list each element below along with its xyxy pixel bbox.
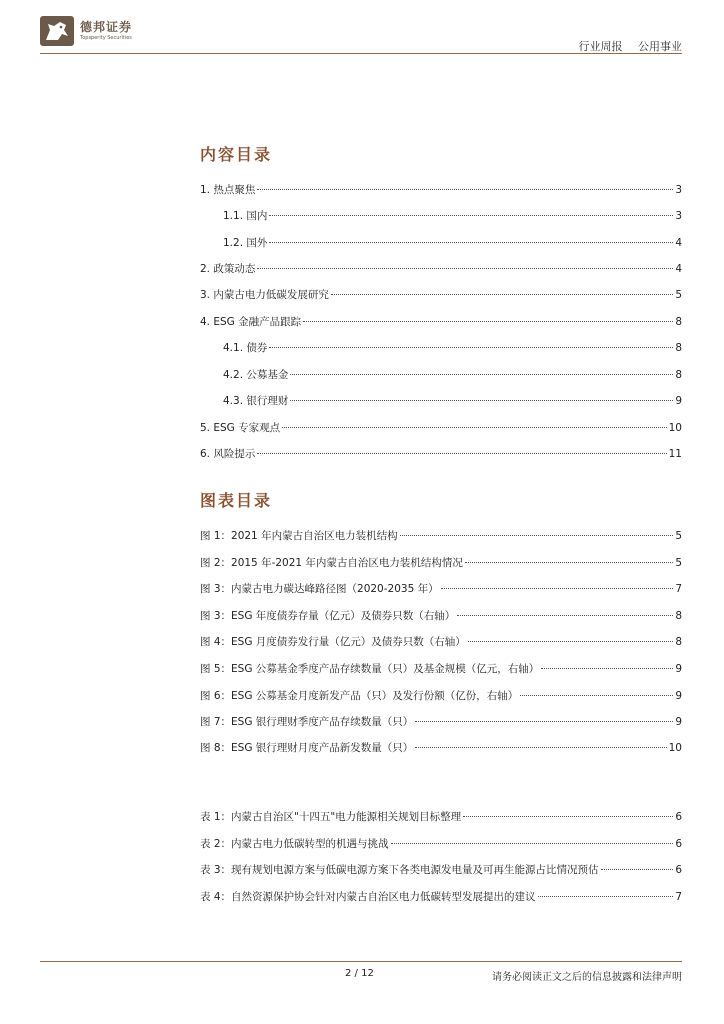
dot-leader — [415, 721, 673, 722]
brand-name-en: Topsperity Securities — [80, 35, 132, 41]
toc-entry-label: 2. 政策动态 — [200, 263, 256, 275]
table-entry-label: 表 3：现有规划电源方案与低碳电源方案下各类电源发电量及可再生能源占比情况预估 — [200, 864, 599, 876]
toc-entry-label: 1.2. 国外 — [223, 237, 268, 249]
toc-entry-page: 9 — [675, 395, 682, 407]
footer-disclaimer: 请务必阅读正文之后的信息披露和法律声明 — [492, 972, 682, 983]
footer-divider — [40, 961, 682, 962]
report-sector: 公用事业 — [638, 40, 682, 53]
toc-entry-page: 3 — [675, 184, 682, 196]
dot-leader — [290, 374, 673, 375]
table-entry-page: 6 — [675, 838, 682, 850]
figure-entry-page: 9 — [675, 716, 682, 728]
dot-leader — [601, 869, 674, 870]
brand-name-cn: 德邦证券 — [80, 20, 133, 34]
figure-entry-label: 图 4：ESG 月度债券发行量（亿元）及债券只数（右轴） — [200, 636, 466, 648]
figure-entry-page: 8 — [675, 610, 682, 622]
toc-entry-page: 8 — [675, 316, 682, 328]
toc-entry[interactable] — [200, 446, 682, 461]
toc-entry-page: 5 — [675, 289, 682, 301]
dot-leader — [541, 668, 673, 669]
toc-entry[interactable] — [223, 340, 682, 355]
figure-entry-page: 10 — [668, 742, 682, 754]
figure-entry-label: 图 6：ESG 公募基金月度新发产品（只）及发行份额（亿份，右轴） — [200, 690, 519, 702]
contents-title: 内容目录 — [200, 145, 273, 164]
table-entry[interactable] — [200, 862, 682, 877]
page-header — [40, 14, 682, 58]
toc-entry-label: 4. ESG 金融产品跟踪 — [200, 316, 302, 328]
dot-leader — [441, 588, 674, 589]
figure-entry-page: 7 — [675, 583, 682, 595]
report-tags — [579, 38, 683, 54]
report-category: 行业周报 — [578, 40, 623, 53]
figure-entry[interactable] — [200, 581, 682, 596]
figure-entry[interactable] — [200, 714, 682, 729]
toc-entry[interactable] — [223, 208, 682, 223]
table-entry[interactable] — [200, 836, 682, 851]
dot-leader — [257, 189, 673, 190]
figure-entry-page: 9 — [675, 690, 682, 702]
dot-leader — [391, 843, 674, 844]
dot-leader — [465, 562, 673, 563]
dot-leader — [331, 294, 673, 295]
dot-leader — [520, 695, 673, 696]
figure-entry-page: 9 — [675, 663, 682, 675]
table-entry-label: 表 2：内蒙古电力低碳转型的机遇与挑战 — [200, 838, 389, 850]
figure-entry-label: 图 8：ESG 银行理财月度产品新发数量（只） — [200, 742, 414, 754]
toc-entry-label: 3. 内蒙古电力低碳发展研究 — [200, 289, 329, 301]
figure-entry[interactable] — [200, 661, 682, 676]
figure-entry-label: 图 7：ESG 银行理财季度产品存续数量（只） — [200, 716, 414, 728]
table-entry-label: 表 4：自然资源保护协会针对内蒙古自治区电力低碳转型发展提出的建议 — [200, 891, 536, 903]
figure-entry[interactable] — [200, 608, 682, 623]
dot-leader — [415, 747, 666, 748]
horse-logo-icon — [40, 16, 74, 46]
dot-leader — [538, 896, 674, 897]
toc-entry-label: 5. ESG 专家观点 — [200, 422, 281, 434]
toc-entry-label: 4.1. 债券 — [223, 342, 268, 354]
table-entry-page: 6 — [675, 811, 682, 823]
toc-entry[interactable] — [223, 367, 682, 382]
dot-leader — [290, 400, 673, 401]
page-number: 2 / 12 — [345, 968, 374, 979]
toc-entry-label: 6. 风险提示 — [200, 448, 256, 460]
figure-entry-page: 5 — [675, 530, 682, 542]
dot-leader — [269, 347, 673, 348]
dot-leader — [457, 615, 673, 616]
dot-leader — [269, 215, 673, 216]
toc-entry-page: 4 — [675, 263, 682, 275]
toc-entry-page: 10 — [668, 422, 682, 434]
toc-entry-page: 3 — [675, 210, 682, 222]
toc-entry[interactable] — [200, 420, 682, 435]
figure-entry[interactable] — [200, 740, 682, 755]
dot-leader — [400, 535, 674, 536]
figures-title: 图表目录 — [200, 491, 273, 510]
toc-entry[interactable] — [223, 235, 682, 250]
toc-entry-label: 4.2. 公募基金 — [223, 369, 289, 381]
figure-entry-label: 图 2：2015 年-2021 年内蒙古自治区电力装机结构情况 — [200, 557, 463, 569]
toc-entry[interactable] — [200, 182, 682, 197]
figure-entry[interactable] — [200, 555, 682, 570]
toc-entry-label: 1.1. 国内 — [223, 210, 268, 222]
toc-entry-label: 1. 热点聚焦 — [200, 184, 256, 196]
table-entry-label: 表 1：内蒙古自治区"十四五"电力能源相关规划目标整理 — [200, 811, 462, 823]
toc-entry[interactable] — [200, 314, 682, 329]
toc-entry[interactable] — [223, 393, 682, 408]
table-entry[interactable] — [200, 889, 682, 904]
toc-entry-page: 8 — [675, 342, 682, 354]
table-entry-page: 6 — [675, 864, 682, 876]
figure-entry[interactable] — [200, 688, 682, 703]
dot-leader — [269, 242, 673, 243]
figure-entry-label: 图 5：ESG 公募基金季度产品存续数量（只）及基金规模（亿元，右轴） — [200, 663, 540, 675]
toc-entry-label: 4.3. 银行理财 — [223, 395, 289, 407]
dot-leader — [463, 816, 673, 817]
header-divider — [40, 53, 682, 54]
toc-entry-page: 8 — [675, 369, 682, 381]
dot-leader — [468, 641, 674, 642]
toc-entry-page: 11 — [668, 448, 682, 460]
dot-leader — [282, 427, 666, 428]
figure-entry-label: 图 1：2021 年内蒙古自治区电力装机结构 — [200, 530, 398, 542]
toc-entry-page: 4 — [675, 237, 682, 249]
figure-entry-page: 5 — [675, 557, 682, 569]
dot-leader — [303, 321, 673, 322]
figure-entry[interactable] — [200, 634, 682, 649]
figure-entry-label: 图 3：ESG 年度债券存量（亿元）及债券只数（右轴） — [200, 610, 456, 622]
dot-leader — [257, 268, 673, 269]
toc-entry[interactable] — [200, 261, 682, 276]
table-entry-page: 7 — [675, 891, 682, 903]
brand-logo — [40, 14, 160, 50]
toc-entry[interactable] — [200, 287, 682, 302]
figure-entry-label: 图 3：内蒙古电力碳达峰路径图（2020-2035 年） — [200, 583, 439, 595]
dot-leader — [257, 453, 666, 454]
figure-entry-page: 8 — [675, 636, 682, 648]
figure-entry[interactable] — [200, 528, 682, 543]
table-entry[interactable] — [200, 809, 682, 824]
